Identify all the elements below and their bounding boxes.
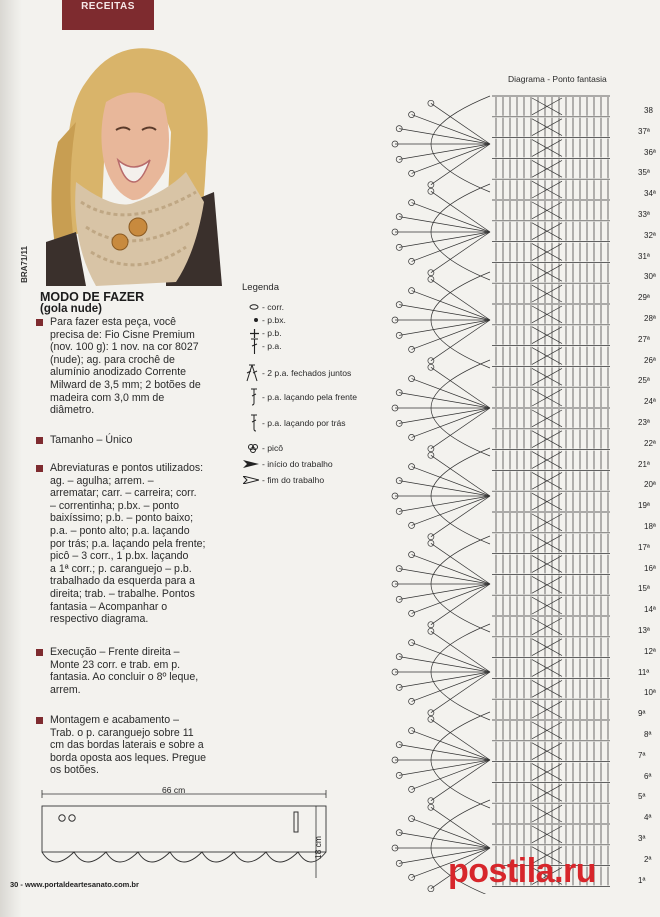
row-label: 10ª xyxy=(644,688,656,698)
row-label: 1ª xyxy=(638,875,646,885)
row-label: 2ª xyxy=(644,854,652,864)
legend-item-slip-stitch: - p.bx. xyxy=(232,313,286,327)
row-label: 18ª xyxy=(644,522,656,531)
crochet-stitch-diagram xyxy=(372,84,618,894)
legend-item-double-crochet: - p.a. xyxy=(232,339,282,353)
assembly-paragraph: Montagem e acabamento – Trab. o p. caranguejo sobre 11 cm das bordas laterais e sobre a borda oposta aos leques. Pregue os botões. xyxy=(36,714,232,777)
row-label: 28ª xyxy=(644,314,656,323)
section-tab xyxy=(62,0,154,30)
diagram-title: Diagrama - Ponto fantasia xyxy=(508,74,607,84)
row-labels xyxy=(614,98,658,888)
back-post-dc-symbol-icon xyxy=(232,414,262,432)
legend-item-single-crochet: - p.b. xyxy=(232,326,282,340)
size-paragraph: Tamanho – Único xyxy=(36,434,232,447)
row-label: 6ª xyxy=(644,771,652,781)
page-title: MODO DE FAZER xyxy=(40,290,145,304)
row-label: 25ª xyxy=(638,376,650,386)
page-footer: 30 - www.portaldeartesanato.com.br xyxy=(10,880,139,889)
row-label: 26ª xyxy=(644,355,656,365)
row-label: 7ª xyxy=(638,750,646,760)
bullet-marker xyxy=(36,649,43,656)
row-label: 38 xyxy=(644,106,653,115)
row-label: 14ª xyxy=(644,605,656,615)
single-crochet-symbol-icon xyxy=(232,329,262,338)
height-label: 18 cm xyxy=(313,836,323,860)
row-label: 17ª xyxy=(638,542,650,552)
section-label: RECEITAS xyxy=(81,1,135,12)
row-label: 24ª xyxy=(644,397,656,407)
schematic-drawing xyxy=(30,782,340,878)
row-label: 12ª xyxy=(644,646,656,656)
row-label: 29ª xyxy=(638,293,650,303)
bullet-marker xyxy=(36,319,43,326)
picot-symbol-icon xyxy=(232,443,262,453)
row-label: 21ª xyxy=(638,459,650,469)
bullet-marker xyxy=(36,465,43,472)
row-label: 20ª xyxy=(644,480,656,490)
watermark-tld: ru xyxy=(563,852,597,890)
legend-item-start: - início do trabalho xyxy=(232,457,333,471)
row-label: 22ª xyxy=(644,438,656,448)
row-label: 34ª xyxy=(644,189,656,199)
row-label: 11ª xyxy=(638,667,650,677)
materials-paragraph: Para fazer esta peça, você precisa de: Fio Cisne Premium (nov. 100 g): 1 nov. na cor 8027 (nude); ag. para crochê de alumínio anodizado Corrente Milward de 3,5 mm; 2 botões de madeira com 3,0 mm de diâmetro. xyxy=(36,316,232,417)
legend-item-front-post: - p.a. laçando pela frente xyxy=(232,390,357,404)
row-label: 35ª xyxy=(638,168,650,178)
work-end-arrow-icon xyxy=(232,476,262,484)
legend-title: Legenda xyxy=(242,282,279,293)
page-binding-shadow xyxy=(0,0,22,917)
row-label: 16ª xyxy=(644,563,656,573)
row-label: 30ª xyxy=(644,272,656,282)
photo-code: BRA71/11 xyxy=(20,246,29,283)
legend-item-chain: - corr. xyxy=(232,300,284,314)
row-label: 19ª xyxy=(638,501,650,511)
row-label: 33ª xyxy=(638,210,650,219)
page-subtitle: (gola nude) xyxy=(40,303,102,315)
row-label: 13ª xyxy=(638,626,650,635)
model-photo xyxy=(46,42,222,286)
abbreviations-paragraph: Abreviaturas e pontos utilizados: ag. – agulha; arrem. – arrematar; carr. – carreira; corr. – correntinha; p.bx. – ponto baixíssimo; p.b. – ponto baixo; p.a. – ponto alto; p.a. laçando por trás; p.a. laçando pela frente; picô – 3 corr., 1 p.bx. laçando a 1ª corr.; p. caranguejo – p.b. trabalhado da esquerda para a direita; trab. – trabalhe. Pontos fantasia – Acompanhar o respectivo diagrama. xyxy=(36,462,232,626)
double-crochet-symbol-icon xyxy=(232,338,262,354)
row-label: 31ª xyxy=(638,251,650,261)
chain-symbol-icon xyxy=(232,304,262,310)
watermark-dot: . xyxy=(554,852,564,890)
row-label: 9ª xyxy=(638,709,646,719)
row-label: 4ª xyxy=(644,813,652,823)
legend-item-dc2tog: - 2 p.a. fechados juntos xyxy=(232,366,351,380)
legend-item-end: - fim do trabalho xyxy=(232,473,324,487)
legend-item-picot: - picô xyxy=(232,441,283,455)
row-label: 37ª xyxy=(638,126,650,136)
watermark-name: postila xyxy=(448,852,555,890)
row-label: 36ª xyxy=(644,147,656,157)
watermark xyxy=(448,852,596,891)
width-label: 66 cm xyxy=(162,785,186,795)
row-label: 5ª xyxy=(638,792,646,802)
row-label: 15ª xyxy=(638,584,650,594)
row-label: 8ª xyxy=(644,730,652,739)
dc2tog-symbol-icon xyxy=(232,364,262,382)
front-post-dc-symbol-icon xyxy=(232,388,262,406)
row-label: 23ª xyxy=(638,418,650,427)
execution-paragraph: Execução – Frente direita – Monte 23 corr. e trab. em p. fantasia. Ao concluir o 8º leque, arrem. xyxy=(36,646,232,696)
row-label: 27ª xyxy=(638,334,650,344)
row-label: 32ª xyxy=(644,230,656,240)
legend-item-back-post: - p.a. laçando por trás xyxy=(232,416,346,430)
slip-stitch-symbol-icon xyxy=(232,317,262,323)
row-label: 3ª xyxy=(638,834,646,843)
bullet-marker xyxy=(36,717,43,724)
bullet-marker xyxy=(36,437,43,444)
work-start-arrow-icon xyxy=(232,460,262,468)
